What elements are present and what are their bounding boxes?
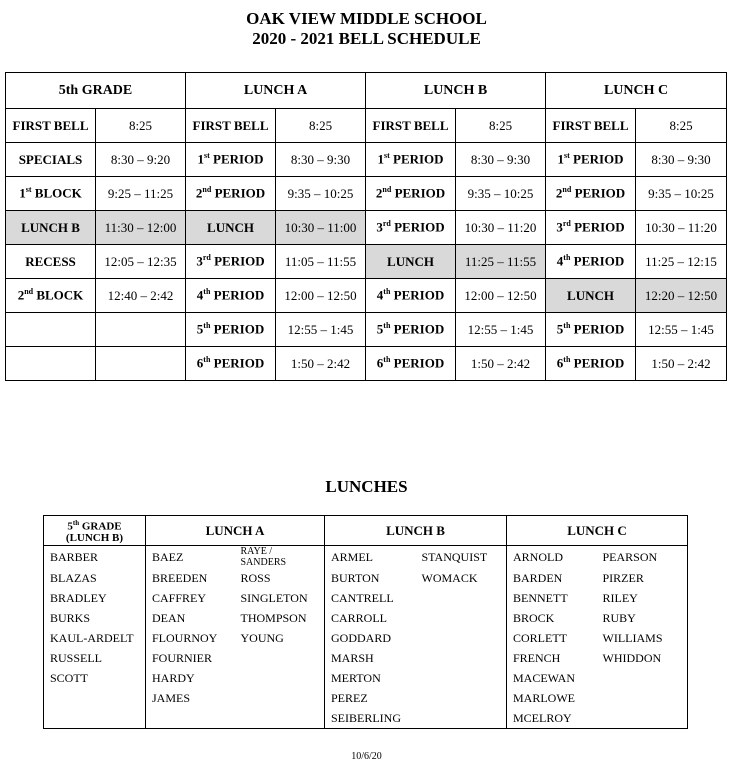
student-name: CARROLL	[325, 608, 416, 628]
period-time: 8:30 – 9:30	[276, 143, 366, 177]
period-label: 2nd PERIOD	[186, 177, 276, 211]
student-name: MCELROY	[507, 708, 597, 729]
student-name	[597, 708, 688, 729]
period-time: 11:30 – 12:00	[96, 211, 186, 245]
student-name: CAFFREY	[146, 588, 235, 608]
period-time: 9:35 – 10:25	[276, 177, 366, 211]
period-label: 1st PERIOD	[546, 143, 636, 177]
period-time: 12:00 – 12:50	[456, 279, 546, 313]
schedule-header: LUNCH A	[186, 73, 366, 109]
student-name	[44, 688, 146, 708]
period-label: 6th PERIOD	[186, 347, 276, 381]
lunch-header: LUNCH C	[507, 516, 688, 546]
student-name	[416, 668, 507, 688]
student-name: RILEY	[597, 588, 688, 608]
schedule-header: 5th GRADE	[6, 73, 186, 109]
period-label: 1st PERIOD	[366, 143, 456, 177]
student-name: SINGLETON	[235, 588, 325, 608]
period-label: 5th PERIOD	[546, 313, 636, 347]
period-label: 3rd PERIOD	[366, 211, 456, 245]
student-name	[416, 628, 507, 648]
period-label: 4th PERIOD	[366, 279, 456, 313]
student-name	[597, 668, 688, 688]
student-name: BROCK	[507, 608, 597, 628]
period-label	[6, 347, 96, 381]
student-name: RUSSELL	[44, 648, 146, 668]
period-time: 10:30 – 11:20	[456, 211, 546, 245]
lunch-header: LUNCH A	[146, 516, 325, 546]
period-time: 9:25 – 11:25	[96, 177, 186, 211]
lunch-header: LUNCH B	[325, 516, 507, 546]
student-name: SCOTT	[44, 668, 146, 688]
schedule-row	[6, 245, 727, 279]
period-label: 2nd PERIOD	[546, 177, 636, 211]
period-label: 1st PERIOD	[186, 143, 276, 177]
lunch-header: 5th GRADE (LUNCH B)	[44, 516, 146, 546]
student-name	[235, 708, 325, 729]
footer-date: 10/6/20	[351, 751, 382, 762]
period-label: 2nd PERIOD	[366, 177, 456, 211]
period-time: 12:55 – 1:45	[456, 313, 546, 347]
student-name: HARDY	[146, 668, 235, 688]
period-time: 1:50 – 2:42	[456, 347, 546, 381]
schedule-row	[6, 211, 727, 245]
period-time: 12:55 – 1:45	[276, 313, 366, 347]
schedule-row	[6, 347, 727, 381]
student-name: CANTRELL	[325, 588, 416, 608]
period-label: 3rd PERIOD	[546, 211, 636, 245]
period-label: LUNCH	[546, 279, 636, 313]
period-time: 11:25 – 12:15	[636, 245, 727, 279]
student-name: DEAN	[146, 608, 235, 628]
schedule-header: LUNCH B	[366, 73, 546, 109]
student-name: WILLIAMS	[597, 628, 688, 648]
student-name	[416, 608, 507, 628]
period-label: 2nd BLOCK	[6, 279, 96, 313]
period-time: 8:25	[636, 109, 727, 143]
student-name	[235, 648, 325, 668]
period-time: 9:35 – 10:25	[456, 177, 546, 211]
student-name: GODDARD	[325, 628, 416, 648]
student-name: JAMES	[146, 688, 235, 708]
period-time: 12:40 – 2:42	[96, 279, 186, 313]
student-name: RUBY	[597, 608, 688, 628]
bell-schedule-table	[5, 72, 727, 381]
schedule-title: 2020 - 2021 BELL SCHEDULE	[252, 29, 481, 48]
period-label: LUNCH B	[6, 211, 96, 245]
schedule-row	[6, 109, 727, 143]
period-time: 8:25	[276, 109, 366, 143]
lunches-title: LUNCHES	[325, 477, 408, 496]
schedule-row	[6, 143, 727, 177]
student-name: YOUNG	[235, 628, 325, 648]
period-label: 6th PERIOD	[546, 347, 636, 381]
student-name: CORLETT	[507, 628, 597, 648]
period-label: 4th PERIOD	[546, 245, 636, 279]
student-name: MARLOWE	[507, 688, 597, 708]
student-name: BURKS	[44, 608, 146, 628]
period-time: 1:50 – 2:42	[276, 347, 366, 381]
lunch-row	[44, 668, 688, 688]
period-time: 12:20 – 12:50	[636, 279, 727, 313]
period-time: 8:25	[96, 109, 186, 143]
period-label: FIRST BELL	[6, 109, 96, 143]
period-time: 8:25	[456, 109, 546, 143]
student-name	[44, 708, 146, 729]
schedule-row	[6, 177, 727, 211]
lunch-row	[44, 628, 688, 648]
student-name: FLOURNOY	[146, 628, 235, 648]
period-label: 3rd PERIOD	[186, 245, 276, 279]
period-label	[6, 313, 96, 347]
lunch-row	[44, 546, 688, 569]
student-name	[235, 668, 325, 688]
period-label: 4th PERIOD	[186, 279, 276, 313]
student-name: KAUL-ARDELT	[44, 628, 146, 648]
lunch-row	[44, 568, 688, 588]
period-time: 12:05 – 12:35	[96, 245, 186, 279]
student-name: MERTON	[325, 668, 416, 688]
lunch-row	[44, 588, 688, 608]
period-label: FIRST BELL	[546, 109, 636, 143]
period-time: 11:25 – 11:55	[456, 245, 546, 279]
student-name	[416, 648, 507, 668]
student-name: BENNETT	[507, 588, 597, 608]
student-name: WHIDDON	[597, 648, 688, 668]
period-time: 8:30 – 9:30	[456, 143, 546, 177]
student-name: PEARSON	[597, 546, 688, 569]
lunch-row	[44, 688, 688, 708]
student-name: ARNOLD	[507, 546, 597, 569]
period-time: 10:30 – 11:00	[276, 211, 366, 245]
student-name: SEIBERLING	[325, 708, 416, 729]
student-name	[416, 588, 507, 608]
period-label: FIRST BELL	[366, 109, 456, 143]
period-label: 6th PERIOD	[366, 347, 456, 381]
student-name	[416, 688, 507, 708]
student-name: BLAZAS	[44, 568, 146, 588]
period-label: 1st BLOCK	[6, 177, 96, 211]
student-name: STANQUIST	[416, 546, 507, 569]
student-name	[597, 688, 688, 708]
student-name: THOMPSON	[235, 608, 325, 628]
period-time	[96, 313, 186, 347]
student-name: RAYE / SANDERS	[235, 546, 325, 569]
period-time: 1:50 – 2:42	[636, 347, 727, 381]
student-name: MACEWAN	[507, 668, 597, 688]
student-name: BARDEN	[507, 568, 597, 588]
period-label: RECESS	[6, 245, 96, 279]
student-name: PEREZ	[325, 688, 416, 708]
period-time: 12:55 – 1:45	[636, 313, 727, 347]
period-label: FIRST BELL	[186, 109, 276, 143]
lunches-table	[43, 515, 688, 729]
student-name: BAEZ	[146, 546, 235, 569]
period-time	[96, 347, 186, 381]
period-time: 8:30 – 9:20	[96, 143, 186, 177]
schedule-header: LUNCH C	[546, 73, 727, 109]
period-label: 5th PERIOD	[366, 313, 456, 347]
period-label: LUNCH	[186, 211, 276, 245]
student-name: BURTON	[325, 568, 416, 588]
student-name: ROSS	[235, 568, 325, 588]
student-name: FRENCH	[507, 648, 597, 668]
period-label: SPECIALS	[6, 143, 96, 177]
period-time: 10:30 – 11:20	[636, 211, 727, 245]
period-label: 5th PERIOD	[186, 313, 276, 347]
student-name: BRADLEY	[44, 588, 146, 608]
period-time: 12:00 – 12:50	[276, 279, 366, 313]
period-time: 8:30 – 9:30	[636, 143, 727, 177]
lunch-row	[44, 648, 688, 668]
schedule-row	[6, 313, 727, 347]
student-name	[146, 708, 235, 729]
student-name	[416, 708, 507, 729]
student-name: BARBER	[44, 546, 146, 569]
student-name: PIRZER	[597, 568, 688, 588]
lunch-row	[44, 608, 688, 628]
student-name: MARSH	[325, 648, 416, 668]
schedule-row	[6, 279, 727, 313]
student-name	[235, 688, 325, 708]
student-name: WOMACK	[416, 568, 507, 588]
period-time: 11:05 – 11:55	[276, 245, 366, 279]
student-name: ARMEL	[325, 546, 416, 569]
school-title: OAK VIEW MIDDLE SCHOOL	[246, 9, 487, 28]
student-name: FOURNIER	[146, 648, 235, 668]
lunch-row	[44, 708, 688, 729]
period-time: 9:35 – 10:25	[636, 177, 727, 211]
student-name: BREEDEN	[146, 568, 235, 588]
period-label: LUNCH	[366, 245, 456, 279]
